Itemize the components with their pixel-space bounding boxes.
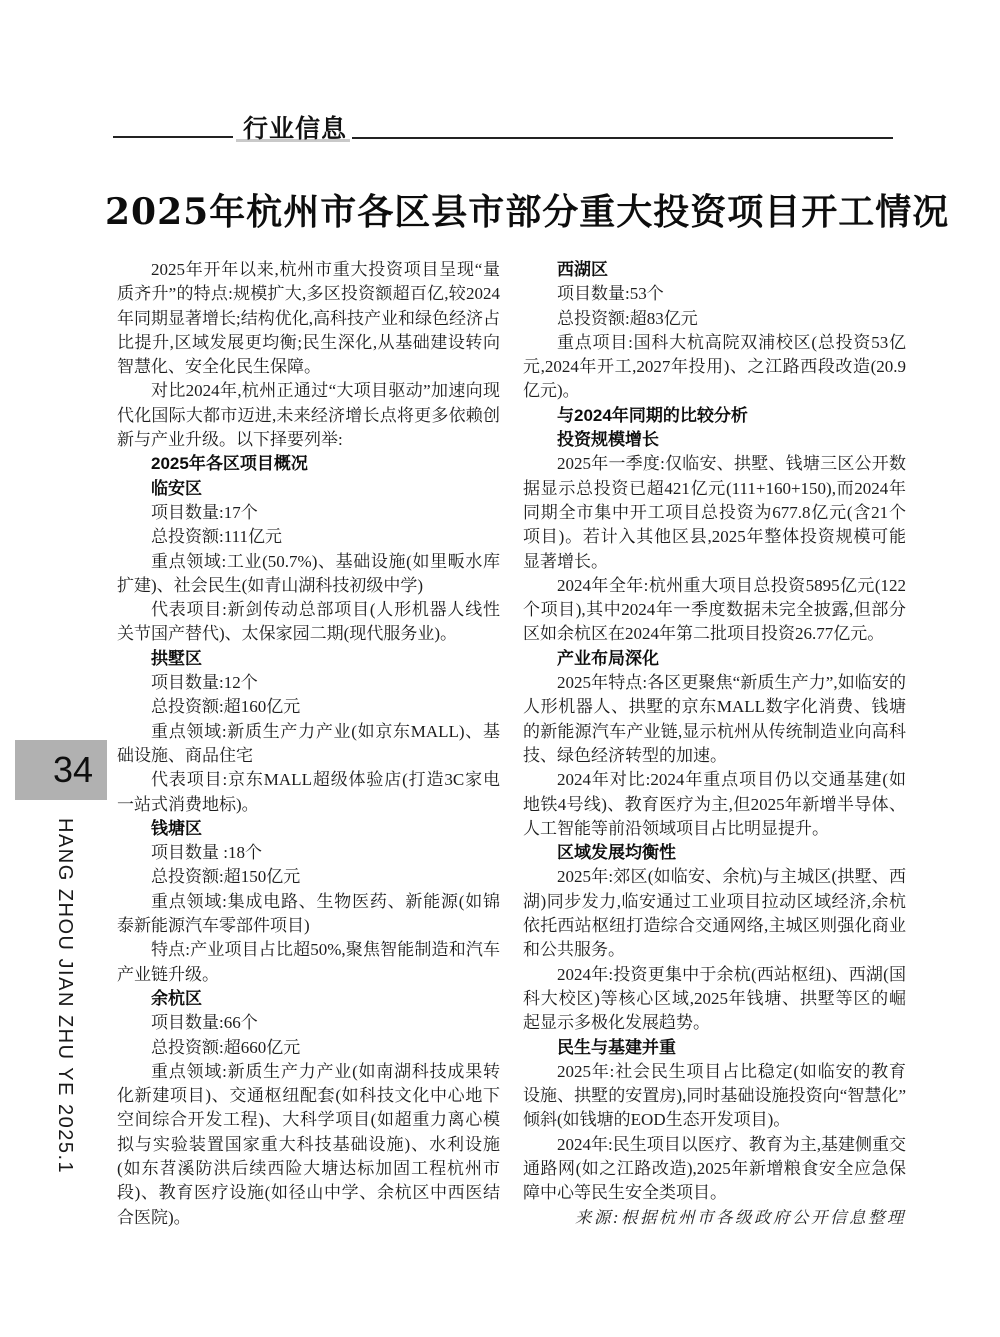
paragraph: 2024年对比:2024年重点项目仍以交通基建(如地铁4号线)、教育医疗为主,但2025年新增半导体、人工智能等前沿领域项目占比明显提升。 [523, 770, 906, 838]
section-heading: 拱墅区 [151, 648, 202, 668]
paragraph: 重点领域:新质生产力产业(如京东MALL)、基础设施、商品住宅 [117, 721, 500, 765]
journal-name-vertical: HANG ZHOU JIAN ZHU YE 2025.1 [54, 818, 76, 1175]
paragraph: 重点领域:新质生产力产业(如南湖科技成果转化新建项目)、交通枢纽配套(如科技文化中心地下空间综合开发工程)、大科学项目(如超重力离心模拟与实验装置国家重大科技基础设施)、水利设施(如东苕溪防洪后续西险大塘达标加固工程杭州市段)、教育医疗设施(如径山中学、余杭区中西医结合医院)。 [117, 1061, 500, 1227]
paragraph: 项目数量:17个 [151, 502, 258, 522]
section-label: 行业信息 [243, 115, 348, 143]
paragraph: 2025年:社会民生项目占比稳定(如临安的教育设施、拱墅的安置房),同时基础设施投资向“智慧化”倾斜(如钱塘的EOD生态开发项目)。 [523, 1061, 906, 1130]
paragraph: 项目数量:53个 [557, 284, 664, 304]
right-column [523, 258, 906, 1230]
section-heading: 投资规模增长 [557, 430, 659, 450]
article-title: 2025年杭州市各区县市部分重大投资项目开工情况 [105, 191, 950, 233]
paragraph: 2025年开年以来,杭州市重大投资项目呈现“量质齐升”的特点:规模扩大,多区投资额超百亿,较2024年同期显著增长;结构优化,高科技产业和绿色经济占比提升,区域发展更均衡;民生深化,从基础建设转向智慧化、安全化民生保障。 [117, 260, 500, 377]
section-heading: 2025年各区项目概况 [151, 454, 308, 474]
paragraph: 总投资额:超83亿元 [557, 308, 698, 328]
paragraph: 重点项目:国科大杭高院双浦校区(总投资53亿元,2024年开工,2027年投用)、之江路西段改造(20.9亿元)。 [523, 332, 906, 401]
section-heading: 西湖区 [557, 260, 608, 279]
paragraph: 总投资额:111亿元 [151, 527, 282, 547]
left-column [117, 258, 500, 1230]
section-heading: 区域发展均衡性 [557, 843, 676, 863]
paragraph: 代表项目:新剑传动总部项目(人形机器人线性关节国产替代)、太保家园二期(现代服务业)。 [117, 600, 500, 644]
paragraph: 总投资额:超160亿元 [151, 697, 301, 717]
paragraph: 重点领域:工业(50.7%)、基础设施(如里畈水库扩建)、社会民生(如青山湖科技初级中学) [117, 551, 500, 595]
paragraph: 2024年:投资更集中于余杭(西站枢纽)、西湖(国科大校区)等核心区域,2025年钱塘、拱墅等区的崛起显示多极化发展趋势。 [523, 964, 906, 1033]
section-heading: 钱塘区 [151, 818, 202, 838]
paragraph: 项目数量 :18个 [151, 843, 262, 863]
header-rule-left [113, 136, 233, 138]
paragraph: 2025年一季度:仅临安、拱墅、钱塘三区公开数据显示总投资已超421亿元(111+160+150),而2024年同期全市集中开工项目总投资为677.8亿元(含21个项目)。若计入其他区县,2025年整体投资规模可能显著增长。 [523, 454, 906, 571]
section-heading: 与2024年同期的比较分析 [557, 405, 748, 425]
paragraph: 总投资额:超660亿元 [151, 1037, 301, 1057]
paragraph: 2024年:民生项目以医疗、教育为主,基建侧重交通路网(如之江路改造),2025年新增粮食安全应急保障中心等民生安全类项目。 [523, 1134, 906, 1203]
source-line: 来源:根据杭州市各级政府公开信息整理 [575, 1207, 906, 1227]
page-number: 34 [15, 740, 107, 800]
section-heading: 临安区 [151, 478, 202, 498]
section-heading: 余杭区 [151, 988, 202, 1008]
paragraph: 项目数量:66个 [151, 1013, 258, 1033]
paragraph: 重点领域:集成电路、生物医药、新能源(如锦泰新能源汽车零部件项目) [117, 891, 500, 936]
paragraph: 项目数量:12个 [151, 673, 258, 693]
section-heading: 民生与基建并重 [557, 1037, 676, 1057]
paragraph: 2025年:郊区(如临安、余杭)与主城区(拱墅、西湖)同步发力,临安通过工业项目拉动区域经济,余杭依托西站枢纽打造综合交通网络,主城区则强化商业和公共服务。 [523, 867, 906, 960]
section-heading: 产业布局深化 [557, 648, 659, 668]
paragraph: 2024年全年:杭州重大项目总投资5895亿元(122个项目),其中2024年一季度数据未完全披露,但部分区如余杭区在2024年第二批项目投资26.77亿元。 [523, 575, 906, 644]
paragraph: 代表项目:京东MALL超级体验店(打造3C家电一站式消费地标)。 [117, 770, 500, 814]
paragraph: 2025年特点:各区更聚焦“新质生产力”,如临安的人形机器人、拱墅的京东MALL数字化消费、钱塘的新能源汽车产业链,显示杭州从传统制造业向高科技、绿色经济转型的加速。 [523, 673, 906, 765]
paragraph: 特点:产业项目占比超50%,聚焦智能制造和汽车产业链升级。 [117, 940, 500, 984]
header-rule-right [352, 137, 893, 139]
paragraph: 总投资额:超150亿元 [151, 867, 301, 887]
paragraph: 对比2024年,杭州正通过“大项目驱动”加速向现代化国际大都市迈进,未来经济增长点将更多依赖创新与产业升级。以下择要列举: [117, 381, 500, 450]
